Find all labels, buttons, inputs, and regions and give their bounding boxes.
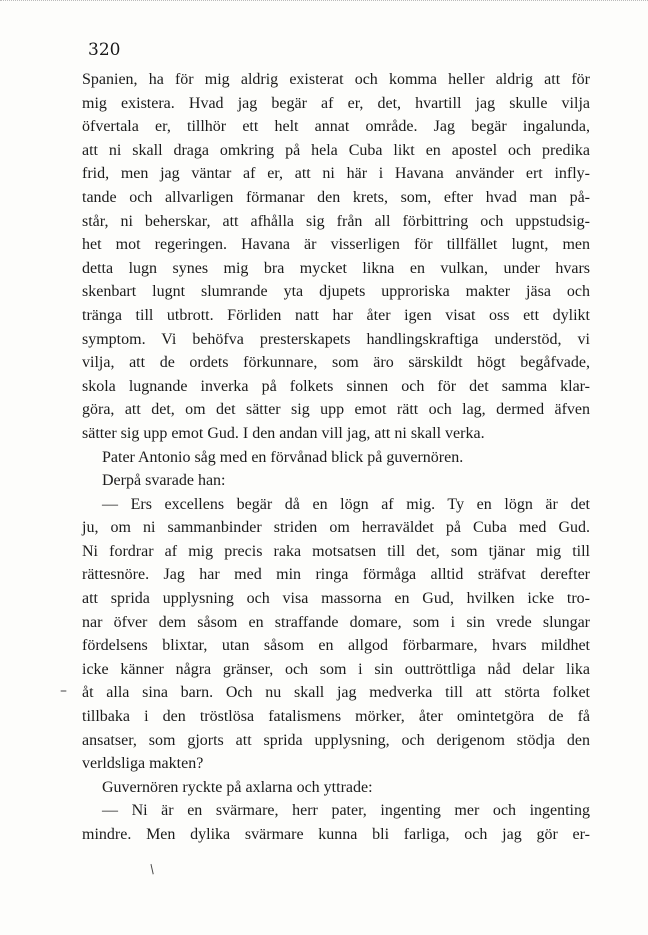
text-line: mindre. Men dylika svärmare kunna bli farliga, och jag gör er- xyxy=(82,826,590,843)
text-line: nar öfver dem såsom en straffande domare, som i sin vrede slungar xyxy=(82,613,590,631)
body-text xyxy=(82,68,590,847)
text-line: mig existera. Hvad jag begär af er, det, hvartill jag skulle vilja xyxy=(82,94,590,112)
text-line: rättesnöre. Jag har med min ringa förmåga alltid sträfvat derefter xyxy=(82,566,590,584)
text-line: att sprida upplysning och visa massorna en Gud, hvilken icke tro- xyxy=(82,590,590,608)
text-line: verldsliga makten? xyxy=(82,755,204,773)
text-line: Pater Antonio såg med en förvånad blick på guvernören. xyxy=(102,448,464,466)
text-line: frid, men jag väntar af er, att ni här i Havana använder ert infly- xyxy=(82,165,590,183)
text-line: sätter sig upp emot Gud. I den andan vill jag, att ni skall verka. xyxy=(82,424,485,442)
text-line: tränga till utbrott. Förliden natt har åter igen visat oss ett dylikt xyxy=(82,306,590,324)
margin-dash-mark: – xyxy=(60,683,67,699)
text-line: Derpå svarade han: xyxy=(102,472,226,490)
text-line: göra, att det, om det sätter sig upp emot rätt och lag, dermed äfven xyxy=(82,401,590,419)
text-line: står, ni beherskar, att afhålla sig från all förbittring och uppstudsig- xyxy=(82,212,590,230)
text-line: Spanien, ha för mig aldrig existerat och komma heller aldrig att för xyxy=(82,71,590,88)
text-line: ju, om ni sammanbinder striden om herraväldet på Cuba med Gud. xyxy=(82,519,590,537)
text-line: skola lugnande inverka på folkets sinnen och för det samma klar- xyxy=(82,377,590,395)
scan-edge xyxy=(0,0,648,7)
text-line: tande och allvarligen förmanar den krets, som, efter hvad man på- xyxy=(82,188,590,206)
text-line: — Ers excellens begär då en lögn af mig. Ty en lögn är det xyxy=(102,495,590,513)
text-line: icke känner några gränser, och som i sin outtröttliga nåd delar lika xyxy=(82,660,590,678)
page-number: 320 xyxy=(88,40,121,60)
text-line: — Ni är en svärmare, herr pater, ingenting mer och ingenting xyxy=(102,802,590,820)
text-line: tillbaka i den tröstlösa fatalismens mörker, åter omintetgöra de få xyxy=(82,708,590,726)
text-line: vilja, att de ordets förkunnare, som äro särskildt högt begåfvade, xyxy=(82,354,590,372)
text-line: fördelsens blixtar, utan såsom en allgod förbarmare, hvars mildhet xyxy=(82,637,590,655)
text-line: detta lugn synes mig bra mycket likna en vulkan, under hvars xyxy=(82,259,590,277)
text-line: symptom. Vi behöfva presterskapets handlingskraftiga understöd, vi xyxy=(82,330,590,348)
text-line: skenbart lugnt slumrande yta djupets upproriska makter jäsa och xyxy=(82,283,590,301)
text-line: ansatser, som gjorts att sprida upplysning, och derigenom stödja den xyxy=(82,731,590,749)
stray-pencil-mark: / xyxy=(146,861,158,877)
text-line: het mot regeringen. Havana är visserligen för tillfället lugnt, men xyxy=(82,236,590,254)
text-line: öfvertala er, tillhör ett helt annat område. Jag begär ingalunda, xyxy=(82,118,590,136)
text-line: att ni skall draga omkring på hela Cuba likt en apostel och predika xyxy=(82,141,590,159)
text-line: åt alla sina barn. Och nu skall jag medverka till att störta folket xyxy=(82,684,590,702)
text-line: Ni fordrar af mig precis raka motsatsen till det, som tjänar mig till xyxy=(82,542,590,560)
text-line: Guvernören ryckte på axlarna och yttrade: xyxy=(102,778,373,796)
